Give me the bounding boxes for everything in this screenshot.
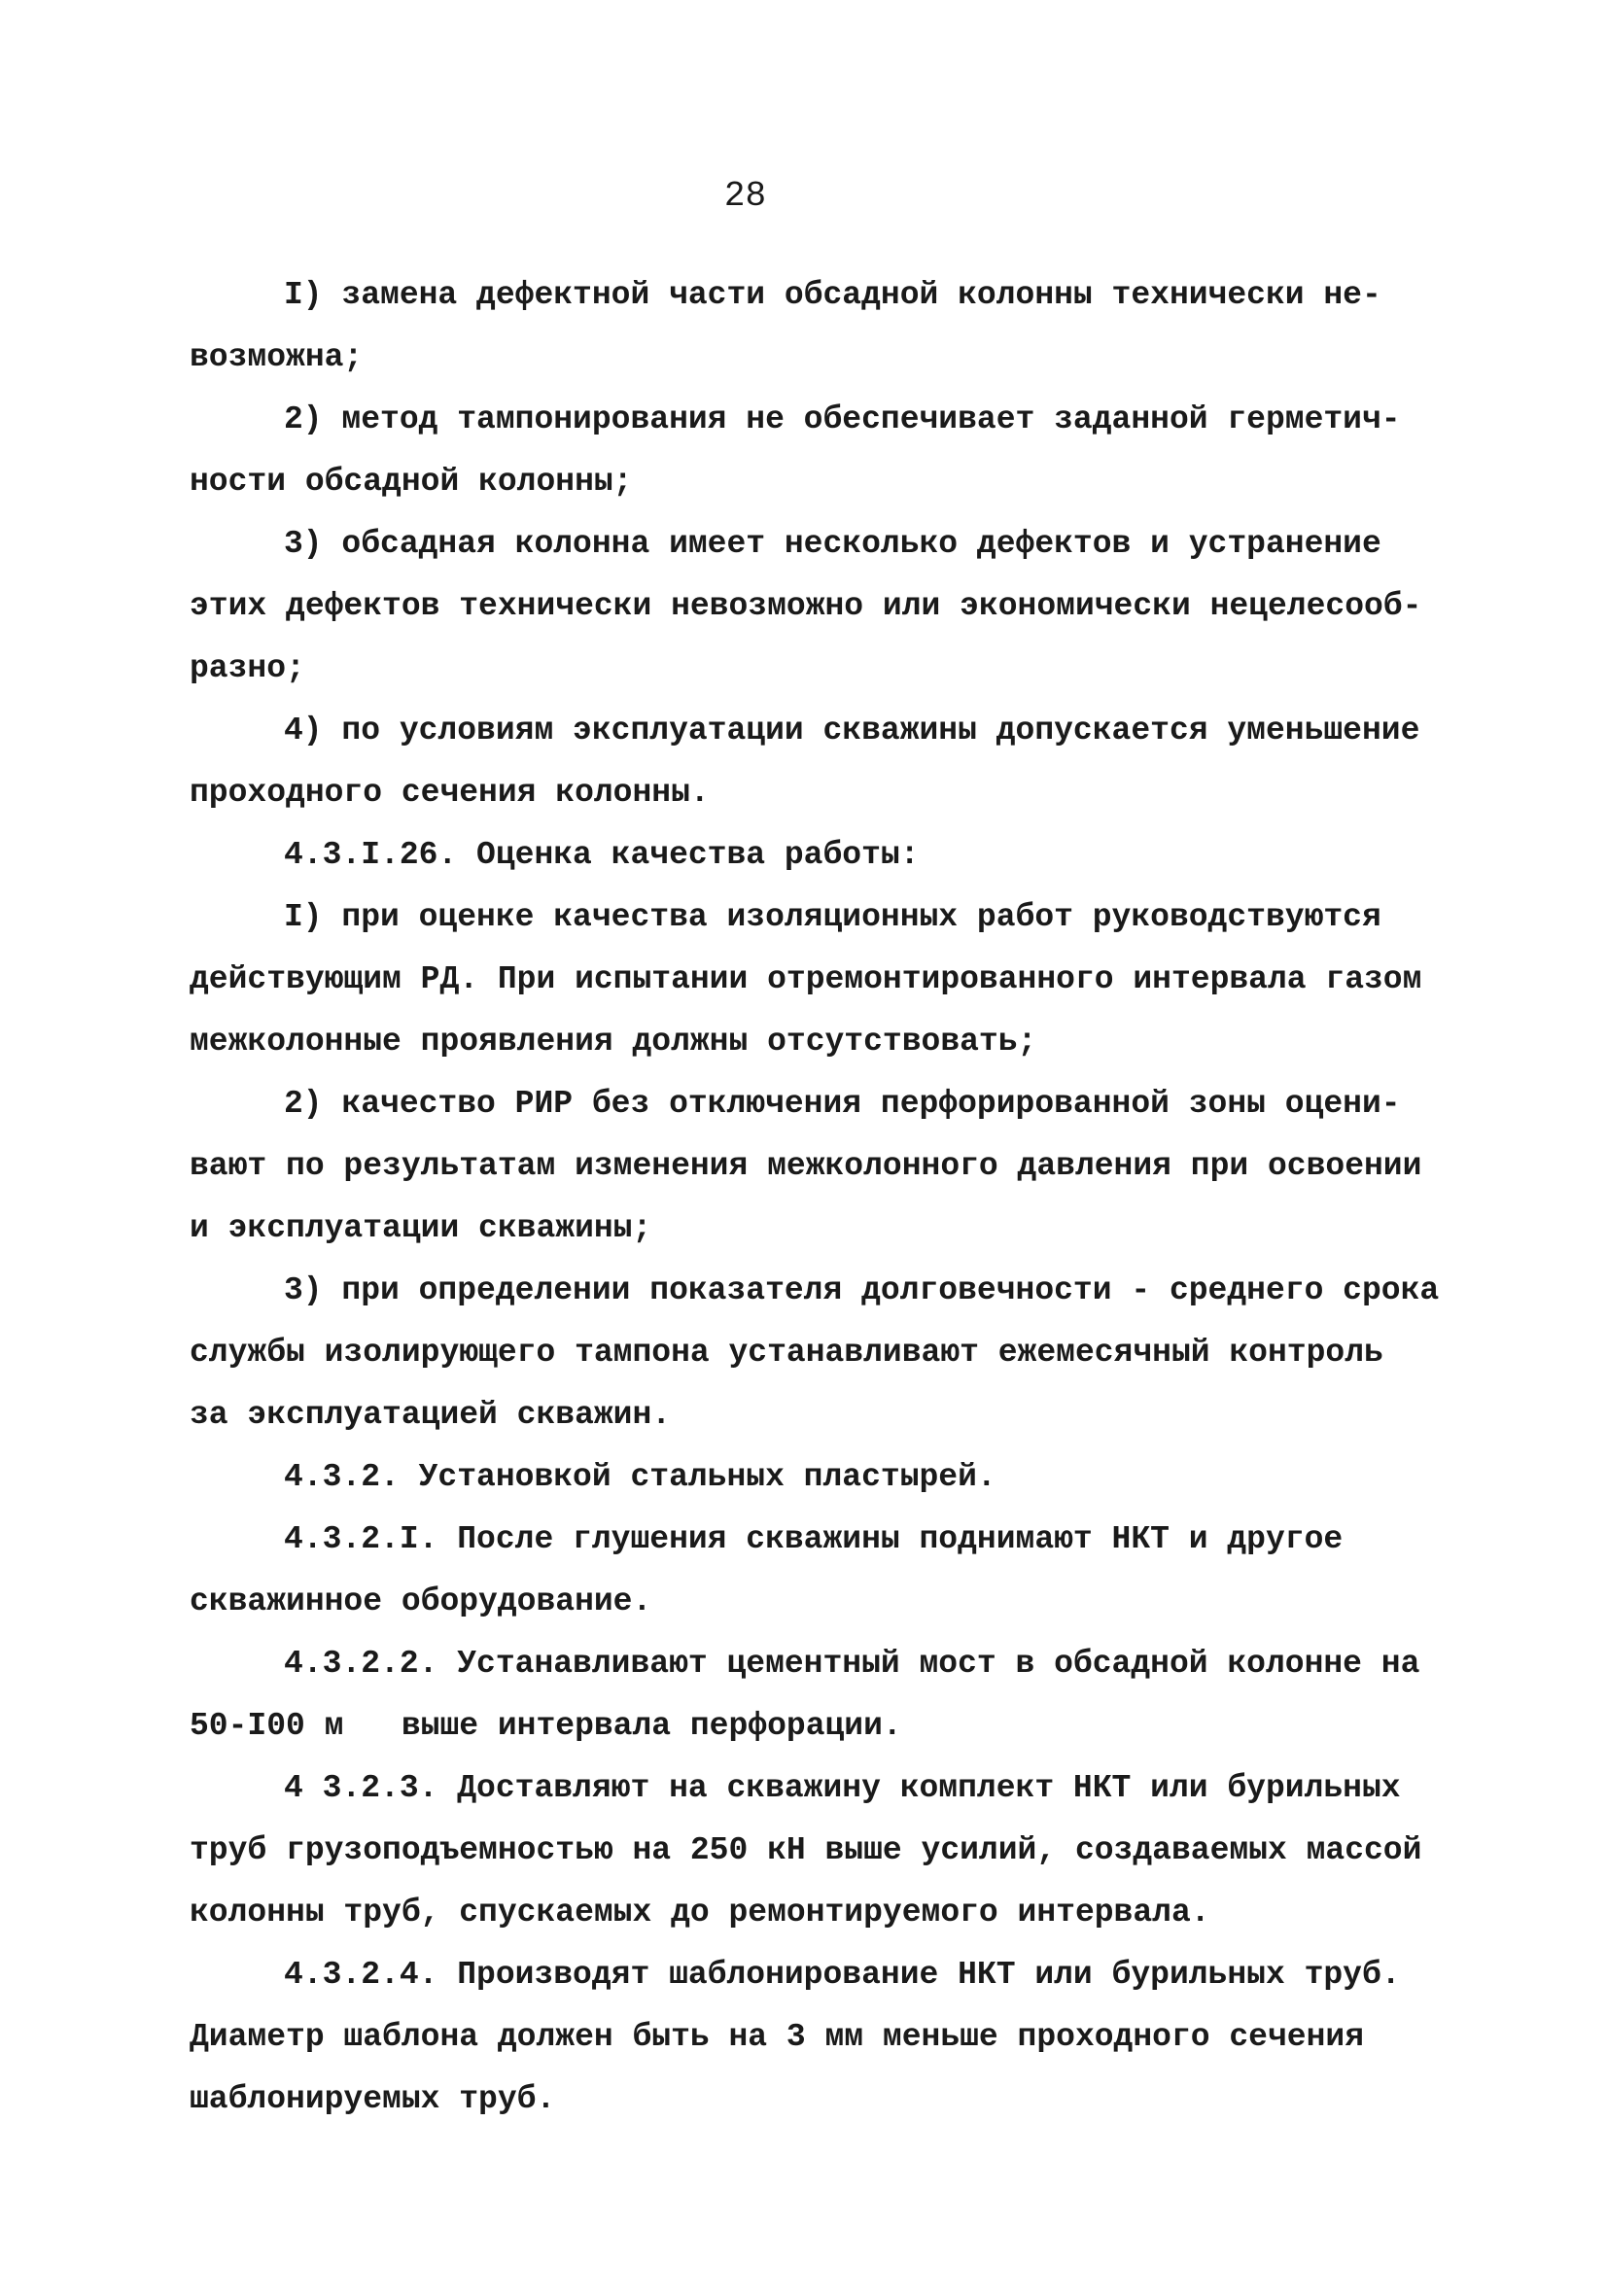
text-line: труб грузоподъемностью на 250 кН выше усилий, создаваемых массой (190, 1832, 1422, 1868)
text-line: скважинное оборудование. (190, 1583, 652, 1619)
text-line: за эксплуатацией скважин. (190, 1397, 672, 1433)
text-line: I) при оценке качества изоляционных работ руководствуются (284, 899, 1381, 935)
text-line: 4.3.2. Установкой стальных пластырей. (284, 1459, 996, 1495)
text-line: 2) метод тампонирования не обеспечивает заданной герметич- (284, 401, 1401, 437)
text-line: и эксплуатации скважины; (190, 1210, 652, 1246)
text-line: разно; (190, 650, 305, 686)
document-body (190, 264, 1444, 2131)
text-line: 50-I00 м выше интервала перфорации. (190, 1708, 902, 1744)
text-line: ности обсадной колонны; (190, 464, 633, 500)
text-line: проходного сечения колонны. (190, 775, 710, 811)
text-line: межколонные проявления должны отсутствовать; (190, 1024, 1037, 1060)
text-line: 3) обсадная колонна имеет несколько дефектов и устранение (284, 526, 1381, 562)
text-line: службы изолирующего тампона устанавливают ежемесячный контроль (190, 1335, 1383, 1371)
text-line: 3) при определении показателя долговечности - среднего срока (284, 1272, 1440, 1308)
text-line: колонны труб, спускаемых до ремонтируемого интервала. (190, 1895, 1210, 1931)
page-number: 28 (723, 176, 767, 216)
text-line: Диаметр шаблона должен быть на 3 мм меньше проходного сечения (190, 2019, 1364, 2055)
text-line: 4.3.2.2. Устанавливают цементный мост в обсадной колонне на (284, 1646, 1420, 1682)
text-line: 4) по условиям эксплуатации скважины допускается уменьшение (284, 713, 1420, 748)
text-line: действующим РД. При испытании отремонтированного интервала газом (190, 961, 1422, 997)
text-line: 2) качество РИР без отключения перфорированной зоны оцени- (284, 1086, 1401, 1122)
text-line: 4.3.2.I. После глушения скважины поднимают НКТ и другое (284, 1521, 1344, 1557)
text-line: этих дефектов технически невозможно или экономически нецелесооб- (190, 588, 1422, 624)
text-line: возможна; (190, 339, 364, 375)
text-line: шаблонируемых труб. (190, 2081, 556, 2117)
text-line: 4.3.2.4. Производят шаблонирование НКТ или бурильных труб. (284, 1957, 1401, 1993)
text-line: вают по результатам изменения межколонного давления при освоении (190, 1148, 1422, 1184)
text-line: 4 3.2.3. Доставляют на скважину комплект НКТ или бурильных (284, 1770, 1401, 1806)
text-line: I) замена дефектной части обсадной колонны технически не- (284, 277, 1381, 313)
text-line: 4.3.I.26. Оценка качества работы: (284, 837, 920, 873)
